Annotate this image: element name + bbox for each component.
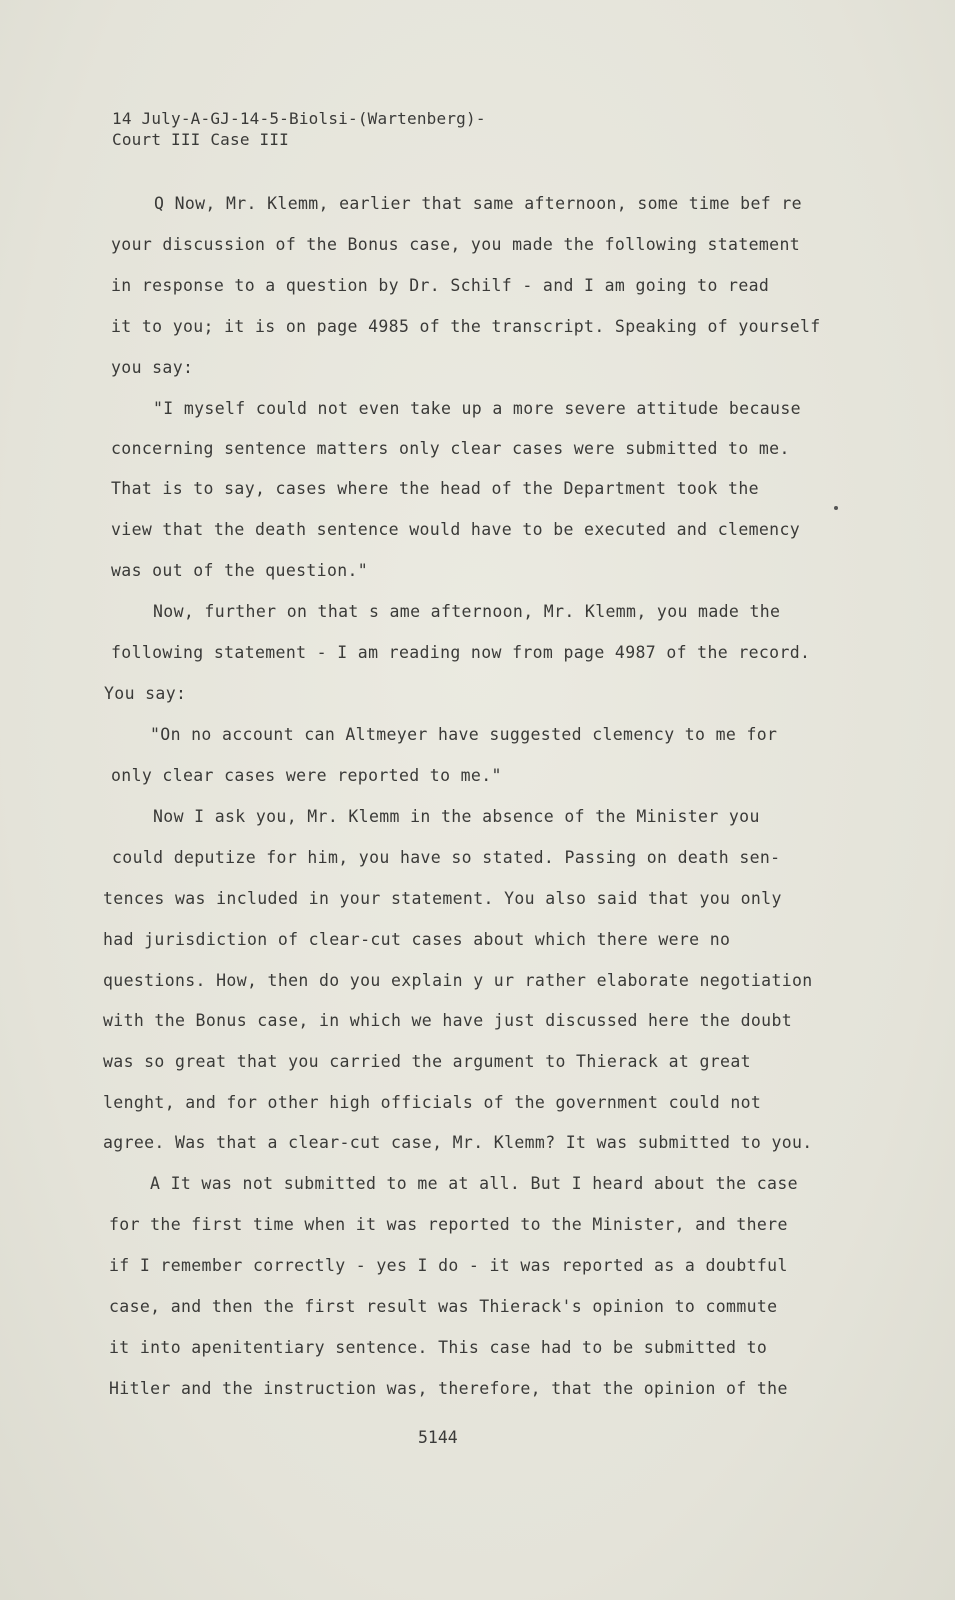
transcript-line: was out of the question." — [111, 561, 369, 580]
header-court-line: Court III Case III — [112, 130, 289, 149]
transcript-line: lenght, and for other high officials of the government could not — [103, 1093, 762, 1112]
transcript-line: tences was included in your statement. You also said that you only — [103, 889, 782, 908]
page-number: 5144 — [418, 1428, 458, 1447]
transcript-line: Hitler and the instruction was, therefore, that the opinion of the — [109, 1379, 788, 1398]
transcript-line: Now I ask you, Mr. Klemm in the absence of the Minister you — [153, 807, 760, 826]
transcript-line: view that the death sentence would have to be executed and clemency — [111, 520, 801, 539]
transcript-line: A It was not submitted to me at all. But I heard about the case — [150, 1174, 798, 1193]
transcript-line: questions. How, then do you explain y ur rather elaborate negotiation — [103, 971, 813, 990]
header-reference-line: 14 July-A-GJ-14-5-Biolsi-(Wartenberg)- — [112, 109, 486, 128]
transcript-line: You say: — [104, 684, 187, 703]
transcript-line: with the Bonus case, in which we have just discussed here the doubt — [103, 1011, 793, 1030]
transcript-line: concerning sentence matters only clear cases were submitted to me. — [111, 439, 790, 458]
transcript-line: Q Now, Mr. Klemm, earlier that same afternoon, some time bef re — [154, 194, 802, 213]
transcript-line: in response to a question by Dr. Schilf - and I am going to read — [111, 276, 770, 295]
transcript-line: it into apenitentiary sentence. This case had to be submitted to — [109, 1338, 768, 1357]
transcript-line: could deputize for him, you have so stated. Passing on death sen- — [112, 848, 781, 867]
transcript-line: agree. Was that a clear-cut case, Mr. Klemm? It was submitted to you. — [103, 1133, 813, 1152]
transcript-line: "On no account can Altmeyer have suggested clemency to me for — [150, 725, 778, 744]
transcript-line: your discussion of the Bonus case, you made the following statement — [111, 235, 801, 254]
transcript-line: was so great that you carried the argument to Thierack at great — [103, 1052, 751, 1071]
transcript-line: Now, further on that s ame afternoon, Mr. Klemm, you made the — [153, 602, 781, 621]
paper-speck — [834, 506, 838, 510]
transcript-line: only clear cases were reported to me." — [111, 766, 502, 785]
transcript-line: it to you; it is on page 4985 of the transcript. Speaking of yourself — [111, 317, 821, 336]
transcript-line: "I myself could not even take up a more severe attitude because — [153, 399, 801, 418]
transcript-line: That is to say, cases where the head of the Department took the — [111, 479, 759, 498]
transcript-line: case, and then the first result was Thierack's opinion to commute — [109, 1297, 778, 1316]
transcript-line: for the first time when it was reported to the Minister, and there — [109, 1215, 788, 1234]
transcript-line: you say: — [111, 358, 194, 377]
transcript-line: following statement - I am reading now from page 4987 of the record. — [111, 643, 811, 662]
document-header — [112, 108, 486, 150]
transcript-line: if I remember correctly - yes I do - it was reported as a doubtful — [109, 1256, 788, 1275]
transcript-line: had jurisdiction of clear-cut cases about which there were no — [103, 930, 731, 949]
